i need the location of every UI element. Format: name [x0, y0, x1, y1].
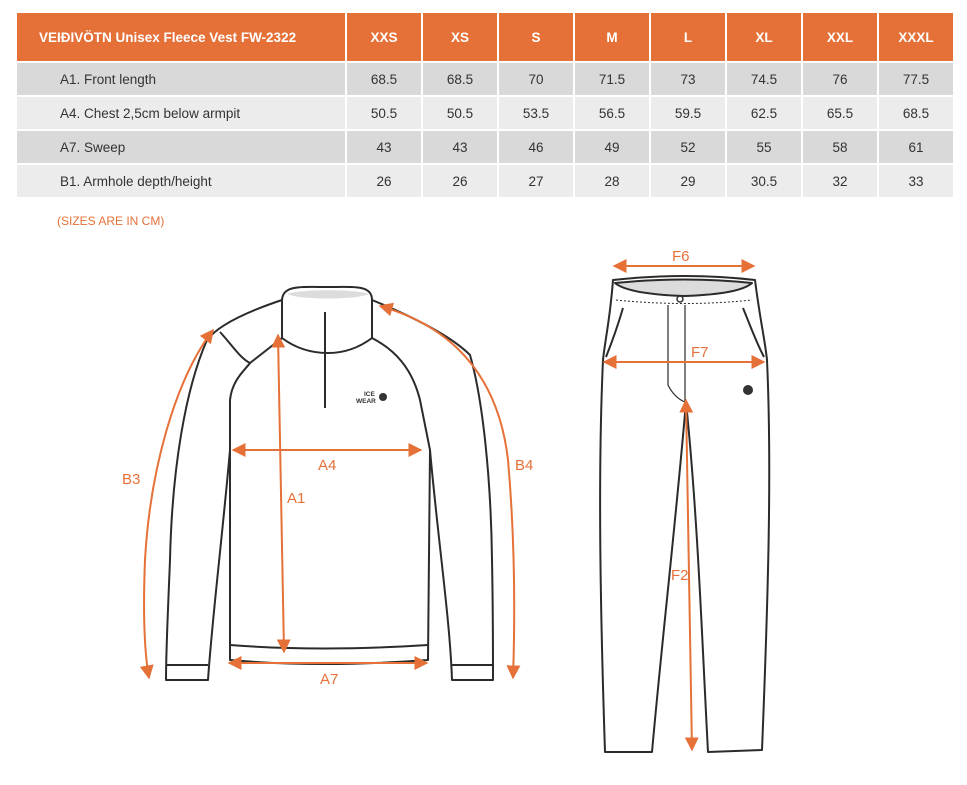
size-header: XXL [803, 13, 877, 61]
cell-value: 43 [423, 131, 497, 163]
size-header: XS [423, 13, 497, 61]
cell-value: 68.5 [423, 63, 497, 95]
logo-text-line2: WEAR [356, 398, 376, 405]
cell-value: 29 [651, 165, 725, 197]
cell-value: 77.5 [879, 63, 953, 95]
cell-value: 70 [499, 63, 573, 95]
cell-value: 55 [727, 131, 801, 163]
cell-value: 53.5 [499, 97, 573, 129]
cell-value: 32 [803, 165, 877, 197]
size-header: XL [727, 13, 801, 61]
row-label: A1. Front length [17, 63, 345, 95]
cell-value: 49 [575, 131, 649, 163]
cell-value: 58 [803, 131, 877, 163]
logo-text-line1: ICE [364, 391, 375, 398]
cell-value: 68.5 [879, 97, 953, 129]
a1-label: A1 [287, 490, 306, 507]
jacket-body-outline [166, 300, 493, 680]
f6-label: F6 [672, 248, 690, 265]
cell-value: 74.5 [727, 63, 801, 95]
cell-value: 50.5 [423, 97, 497, 129]
size-header: XXXL [879, 13, 953, 61]
snowflake-icon [379, 393, 387, 401]
product-title: VEIÐIVÖTN Unisex Fleece Vest FW-2322 [17, 13, 345, 61]
cell-value: 30.5 [727, 165, 801, 197]
a7-label: A7 [320, 671, 339, 688]
b3-label: B3 [122, 471, 141, 488]
pants-drawing [600, 276, 769, 752]
cell-value: 33 [879, 165, 953, 197]
snowflake-icon [743, 385, 753, 395]
cell-value: 73 [651, 63, 725, 95]
size-header: L [651, 13, 725, 61]
cell-value: 43 [347, 131, 421, 163]
cell-value: 76 [803, 63, 877, 95]
cell-value: 27 [499, 165, 573, 197]
units-note: (SIZES ARE IN CM) [57, 214, 165, 228]
b4-label: B4 [515, 457, 534, 474]
row-label: B1. Armhole depth/height [17, 165, 345, 197]
fleece-jacket-drawing [166, 287, 493, 680]
cell-value: 52 [651, 131, 725, 163]
cell-value: 56.5 [575, 97, 649, 129]
size-header: S [499, 13, 573, 61]
cell-value: 46 [499, 131, 573, 163]
cell-value: 28 [575, 165, 649, 197]
cell-value: 26 [423, 165, 497, 197]
a4-label: A4 [318, 457, 337, 474]
row-label: A4. Chest 2,5cm below armpit [17, 97, 345, 129]
f2-label: F2 [671, 567, 689, 584]
row-label: A7. Sweep [17, 131, 345, 163]
cell-value: 50.5 [347, 97, 421, 129]
size-header: M [575, 13, 649, 61]
cell-value: 65.5 [803, 97, 877, 129]
cell-value: 62.5 [727, 97, 801, 129]
f7-label: F7 [691, 344, 709, 361]
cell-value: 59.5 [651, 97, 725, 129]
cell-value: 68.5 [347, 63, 421, 95]
cell-value: 26 [347, 165, 421, 197]
cell-value: 71.5 [575, 63, 649, 95]
size-header: XXS [347, 13, 421, 61]
cell-value: 61 [879, 131, 953, 163]
